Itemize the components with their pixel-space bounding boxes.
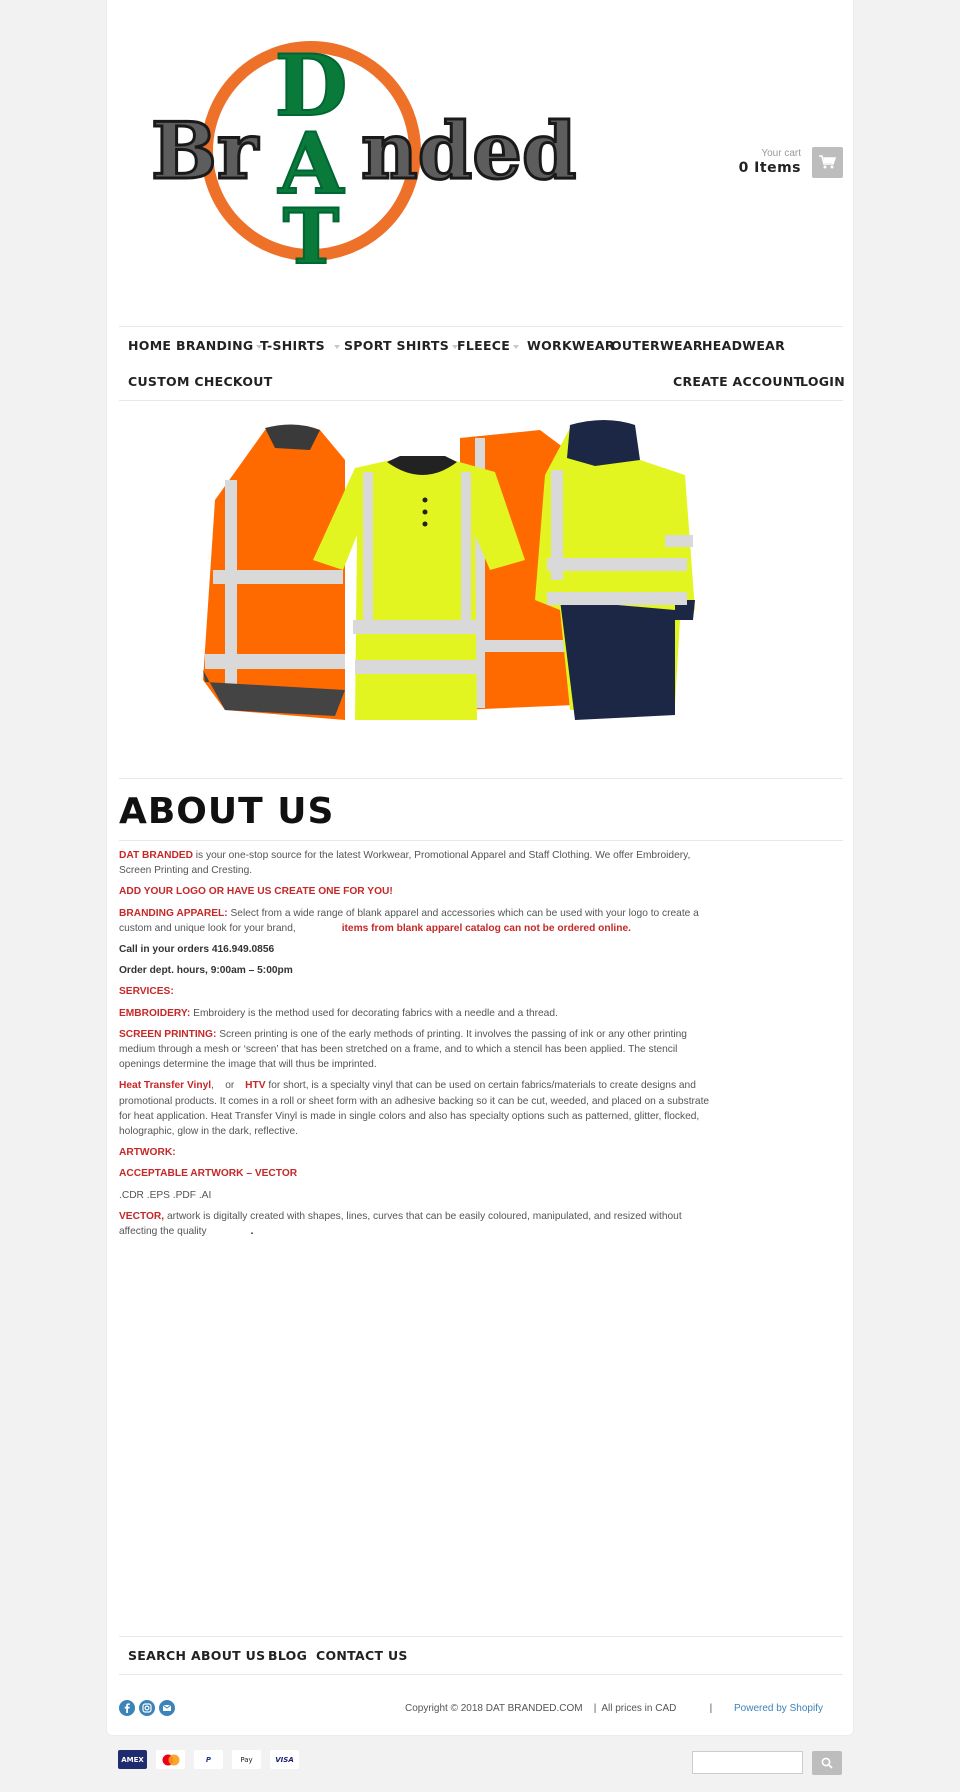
logo-letter-t: T (282, 192, 340, 267)
search-icon (821, 1757, 833, 1769)
email-icon[interactable] (159, 1700, 175, 1716)
amex-icon: AMEX (118, 1750, 147, 1769)
nav-item-headwear[interactable]: HEADWEAR (702, 338, 786, 353)
nav-item-workwear[interactable]: WORKWEAR (527, 338, 615, 353)
nav-item-fleece[interactable]: FLEECE (457, 338, 519, 353)
footer-link-blog[interactable]: BLOG (268, 1648, 308, 1663)
screen-printing-paragraph: SCREEN PRINTING: Screen printing is one of the early methods of printing. It involves the passing of ink or any other printing medium through a mesh or ‘screen’ that has been stretched on a frame, and to which a stencil has been applied. The stencil openings determine the image that will thus be imprinted. (119, 1028, 687, 1071)
copyright-text: Copyright © 2018 DAT BRANDED.COM | All prices in CAD | (405, 1703, 713, 1714)
intro-paragraph: DAT BRANDED is your one-stop source for the latest Workwear, Promotional Apparel and Staff Clothing. We offer Embroidery, Screen Printing and Cresting. (119, 850, 691, 877)
nav-item-t-shirts[interactable]: T-SHIRTS (260, 338, 340, 353)
logo-letter-d: D (274, 36, 348, 135)
chevron-down-icon (513, 345, 519, 349)
powered-by-shopify-link[interactable]: Powered by Shopify (734, 1703, 823, 1714)
main-nav (119, 326, 846, 401)
phone-paragraph: Call in your orders 416.949.0856 (119, 944, 275, 956)
nav-item-sport-shirts[interactable]: SPORT SHIRTS (344, 338, 458, 353)
search-button[interactable] (812, 1751, 842, 1775)
nav-item-outerwear[interactable]: OUTERWEAR (611, 338, 703, 353)
mastercard-icon (156, 1750, 185, 1769)
page-title: ABOUT US (119, 791, 335, 832)
page-container (106, 0, 854, 1736)
logo-word-left: Br (151, 106, 259, 197)
formats-paragraph: .CDR .EPS .PDF .AI (119, 1189, 212, 1201)
services-heading: SERVICES: (119, 986, 174, 998)
payment-icons (118, 1750, 299, 1769)
footer-link-about-us[interactable]: ABOUT US (191, 1648, 266, 1663)
cart-label: Your cart (761, 148, 801, 159)
login-link[interactable]: LOGIN (800, 374, 846, 389)
chevron-down-icon (334, 345, 340, 349)
nav-item-custom-checkout[interactable]: CUSTOM CHECKOUT (128, 374, 273, 389)
instagram-icon[interactable] (139, 1700, 155, 1716)
acceptable-artwork-heading: ACCEPTABLE ARTWORK – VECTOR (119, 1168, 298, 1180)
vector-paragraph: VECTOR, artwork is digitally created with shapes, lines, curves that can be easily coloured, manipulated, and resized without affecting the quality . (119, 1210, 682, 1238)
branding-paragraph: BRANDING APPAREL: Select from a wide range of blank apparel and accessories which can be used with your logo to create a custom and unique look for your brand, items from blank apparel catalog can not be ordered online. (119, 907, 699, 934)
brand-logo[interactable] (121, 35, 641, 267)
logo-letter-a: A (278, 114, 344, 213)
cart-icon[interactable] (812, 147, 843, 178)
htv-paragraph: Heat Transfer Vinyl, or HTV for short, is a specialty vinyl that can be used on certain fabrics/materials to create designs and promotional products. It comes in a roll or sheet form with an adhesive backing so it can be cut, weeded, and placed on a substrate for heat application. Heat Transfer Vinyl is made in single colors and also has specialty options such as patterned, glitter, flocked, holographic, glow in the dark, reflective. (119, 1080, 710, 1138)
divider (119, 840, 843, 841)
cta-paragraph: ADD YOUR LOGO OR HAVE US CREATE ONE FOR YOU! (119, 886, 393, 898)
logo-word-right: nded (361, 106, 577, 197)
cart-count[interactable]: 0 Items (738, 160, 801, 176)
hours-paragraph: Order dept. hours, 9:00am – 5:00pm (119, 965, 293, 977)
paypal-icon: P (194, 1750, 223, 1769)
create-account-link[interactable]: CREATE ACCOUNT (673, 374, 803, 389)
divider (119, 778, 843, 779)
about-content (119, 848, 719, 1245)
cart-widget[interactable] (739, 146, 843, 178)
footer-link-search[interactable]: SEARCH (128, 1648, 187, 1663)
apple-pay-icon: Pay (232, 1750, 261, 1769)
search-input[interactable] (692, 1751, 803, 1774)
visa-icon: VISA (270, 1750, 299, 1769)
facebook-icon[interactable] (119, 1700, 135, 1716)
footer-link-contact-us[interactable]: CONTACT US (316, 1648, 408, 1663)
nav-item-branding[interactable]: BRANDING (176, 338, 262, 353)
hero-image-hi-vis-apparel (195, 420, 765, 742)
footer-nav (119, 1636, 843, 1675)
embroidery-paragraph: EMBROIDERY: Embroidery is the method used for decorating fabrics with a needle and a thread. (119, 1007, 558, 1019)
social-links (119, 1700, 175, 1716)
nav-item-home[interactable]: HOME (128, 338, 172, 353)
artwork-heading: ARTWORK: (119, 1147, 176, 1159)
